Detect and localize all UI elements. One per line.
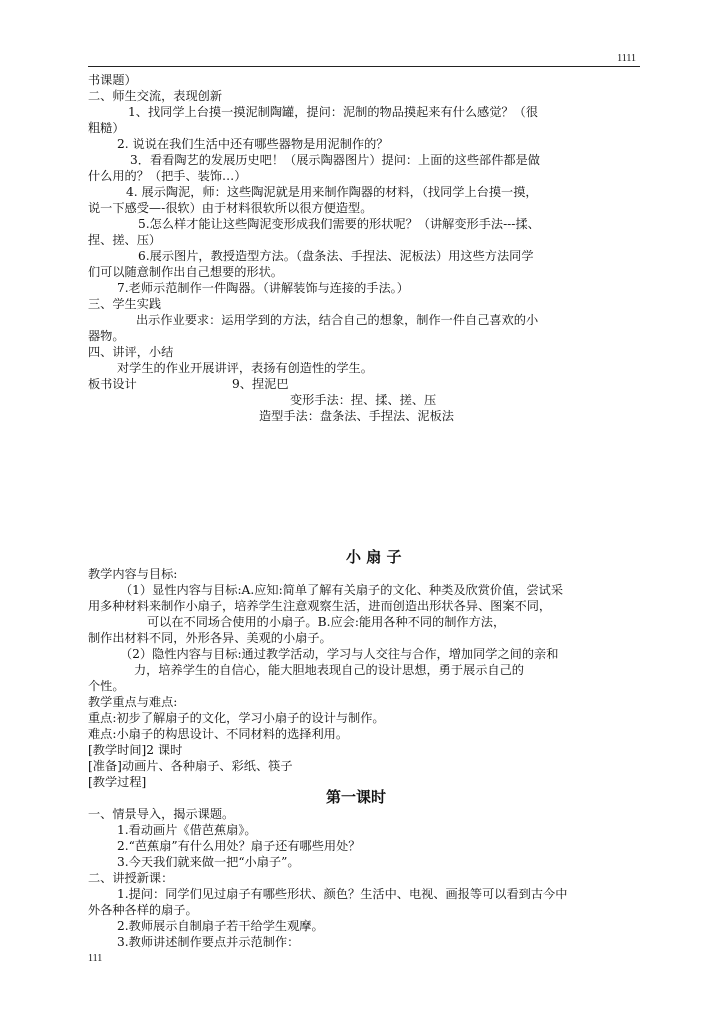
text-line: 5.怎么样才能让这些陶泥变形成我们需要的形状呢？（讲解变形手法---揉、 [138, 217, 540, 231]
board-design-line: 变形手法：捏、揉、搓、压 [290, 393, 437, 407]
section-heading: 四、讲评，小结 [88, 345, 174, 359]
header-page-number: 1111 [617, 53, 636, 64]
text-line: 书课题） [88, 73, 137, 87]
text-line: 捏、搓、压） [88, 233, 162, 247]
text-line: 器物。 [88, 329, 125, 343]
text-line: 3.今天我们就来做一把“小扇子”。 [117, 855, 300, 869]
section-heading: 三、学生实践 [88, 297, 162, 311]
text-line: （1）显性内容与目标:A.应知:简单了解有关扇子的文化、种类及欣赏价值，尝试采 [120, 583, 564, 597]
text-line: 2.教师展示自制扇子若干给学生观摩。 [117, 919, 324, 933]
text-line: 7.老师示范制作一件陶器。（讲解装饰与连接的手法。） [117, 281, 409, 295]
text-line: [教学时间]2 课时 [88, 743, 183, 757]
text-line: 3.教师讲述制作要点并示范制作： [117, 935, 300, 949]
text-line: 重点:初步了解扇子的文化，学习小扇子的设计与制作。 [88, 711, 385, 725]
text-line: 们可以随意制作出自己想要的形状。 [88, 265, 283, 279]
text-line: 3．看看陶艺的发展历史吧！（展示陶器图片）提问：上面的这些部件都是做 [130, 153, 540, 167]
footer-page-number: 111 [88, 953, 103, 964]
text-line: 1.提问：同学们见过扇子有哪些形状、颜色？生活中、电视、画报等可以看到古今中 [117, 887, 568, 901]
text-line: 4. 展示陶泥，师：这些陶泥就是用来制作陶器的材料，（找同学上台摸一摸， [126, 185, 538, 199]
lesson-title: 小 扇 子 [346, 548, 402, 566]
board-design-title: 9、捏泥巴 [232, 377, 289, 391]
text-line: 教学内容与目标: [88, 567, 178, 581]
text-line: 对学生的作业开展讲评，表扬有创造性的学生。 [117, 361, 373, 375]
text-line: 制作出材料不同，外形各异、美观的小扇子。 [88, 631, 332, 645]
section-heading: 教学重点与难点: [88, 695, 178, 709]
text-line: [准备]动画片、各种扇子、彩纸、筷子 [88, 759, 293, 773]
text-line: 2.“芭蕉扇”有什么用处？扇子还有哪些用处？ [117, 839, 361, 853]
board-design-line: 造型手法：盘条法、手捏法、泥板法 [259, 409, 454, 423]
text-line: 出示作业要求：运用学到的方法，结合自己的想象，制作一件自己喜欢的小 [136, 313, 539, 327]
section-heading: 二、讲授新课： [88, 871, 174, 885]
text-line: 什么用的？（把手、装饰…） [88, 169, 247, 183]
text-line: [教学过程] [88, 775, 147, 789]
text-line: 6.展示图片，教授造型方法。（盘条法、手捏法、泥板法）用这些方法同学 [138, 249, 534, 263]
text-line: 外各种各样的扇子。 [88, 903, 198, 917]
text-line: 个性。 [88, 679, 125, 693]
header-rule [88, 66, 640, 67]
text-line: （2）隐性内容与目标:通过教学活动，学习与人交往与合作，增加同学之间的亲和 [120, 647, 559, 661]
text-line: 难点:小扇子的构思设计、不同材料的选择利用。 [88, 727, 349, 741]
text-line: 1、找同学上台摸一摸泥制陶罐，提问：泥制的物品摸起来有什么感觉？（很 [128, 105, 538, 119]
text-line: 力，培养学生的自信心，能大胆地表现自己的设计思想，勇于展示自己的 [134, 663, 524, 677]
text-line: 用多种材料来制作小扇子，培养学生注意观察生活，进而创造出形状各异、图案不同， [88, 599, 552, 613]
section-heading: 二、师生交流，表现创新 [88, 89, 223, 103]
text-line: 说一下感受—-很软）由于材料很软所以很方便造型。 [88, 201, 373, 215]
text-line: 粗糙） [88, 121, 125, 135]
lesson-subtitle: 第一课时 [326, 788, 387, 806]
text-line: 可以在不同场合使用的小扇子。B.应会:能用各种不同的制作方法， [147, 615, 506, 629]
board-design-label: 板书设计 [88, 377, 137, 391]
text-line: 1.看动画片《借芭蕉扇》。 [117, 823, 257, 837]
text-line: 2. 说说在我们生活中还有哪些器物是用泥制作的？ [117, 137, 389, 151]
section-heading: 一、情景导入，揭示课题。 [88, 807, 235, 821]
